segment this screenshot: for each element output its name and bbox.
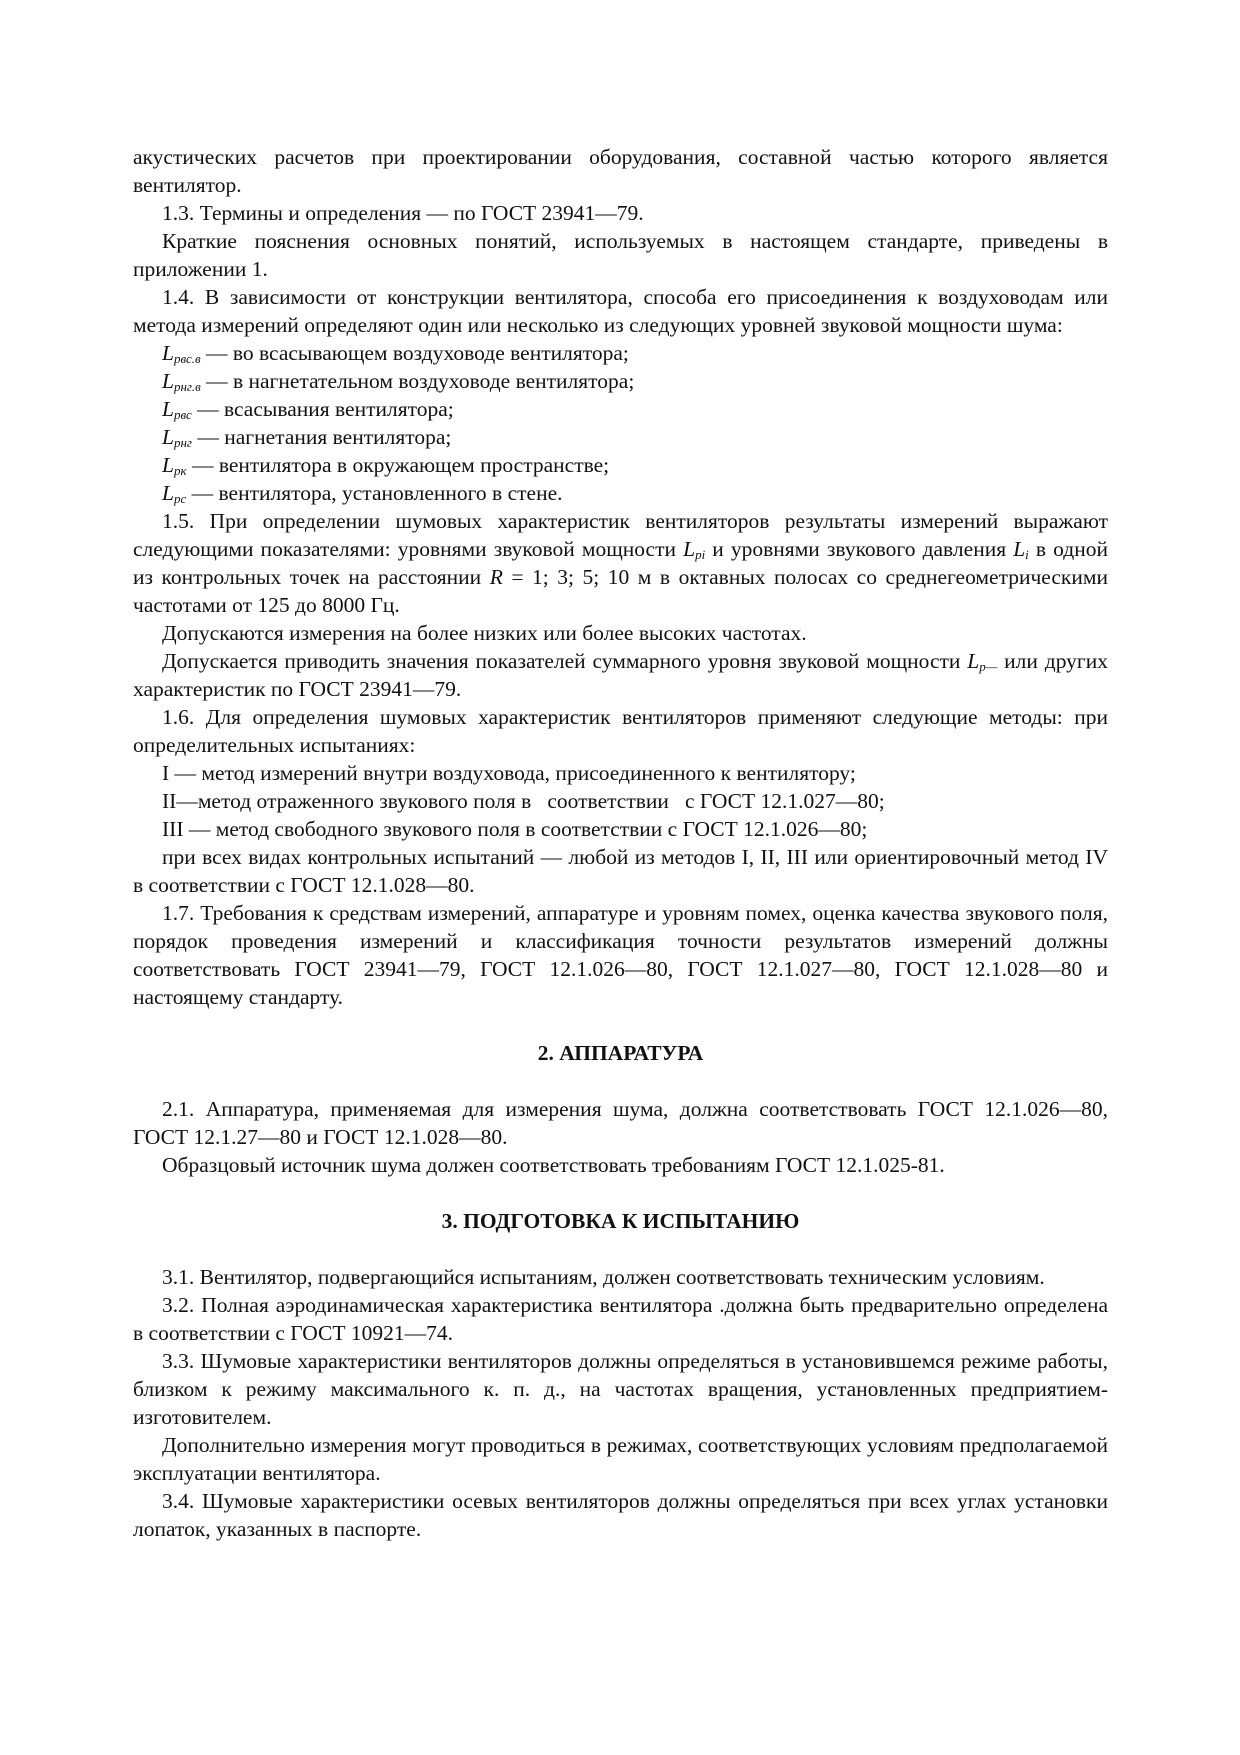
- paragraph-1-5: [133, 507, 1108, 619]
- symbol-lp: L: [967, 649, 980, 673]
- level-item: [133, 339, 1108, 367]
- symbol-li: L: [1013, 537, 1026, 561]
- level-symbol: L: [162, 397, 174, 421]
- level-symbol: L: [162, 481, 174, 505]
- level-subscript: рс: [173, 491, 187, 506]
- level-symbol: L: [162, 425, 174, 449]
- level-item: [133, 395, 1108, 423]
- level-item: [133, 451, 1108, 479]
- text-run: в одной из контрольных точек на расстоянии: [133, 537, 1108, 589]
- paragraph-3-2: 3.2. Полная аэродинамическая характеристика вентилятора .должна быть предварительно определена в соответствии с ГОСТ 10921—74.: [133, 1293, 1108, 1345]
- level-subscript: рнг.в: [173, 379, 201, 394]
- method-item: III — метод свободного звукового поля в соответствии с ГОСТ 12.1.026—80;: [162, 817, 868, 841]
- level-text: — вентилятора, установленного в стене.: [186, 481, 563, 505]
- method-item: при всех видах контрольных испытаний — любой из методов I, II, III или ориентировочный метод IV в соответствии с ГОСТ 12.1.028—80.: [133, 845, 1108, 897]
- section-heading: 2. АППАРАТУРА: [537, 1041, 704, 1065]
- symbol-lpi: L: [683, 537, 696, 561]
- paragraph-continuation: акустических расчетов при проектировании оборудования, составной частью которого является вентилятор.: [133, 145, 1108, 197]
- text-run: или других характеристик по ГОСТ 23941—79.: [133, 649, 1108, 701]
- level-symbol: L: [162, 369, 174, 393]
- document-page: [133, 143, 1108, 1543]
- paragraph-3-3-note: Дополнительно измерения могут проводиться в режимах, соответствующих условиям предполагаемой эксплуатации вентилятора.: [133, 1433, 1108, 1485]
- level-item: [133, 479, 1108, 507]
- paragraph-1-6: 1.6. Для определения шумовых характеристик вентиляторов применяют следующие методы: при определительных испытаниях:: [133, 705, 1108, 757]
- paragraph-1-4: 1.4. В зависимости от конструкции вентилятора, способа его присоединения к воздуховодам или метода измерений определяют один или несколько из следующих уровней звуковой мощности шума:: [133, 285, 1108, 337]
- level-text: — всасывания вентилятора;: [191, 397, 454, 421]
- paragraph-2-1: 2.1. Аппаратура, применяемая для измерения шума, должна соответствовать ГОСТ 12.1.026—80, ГОСТ 12.1.27—80 и ГОСТ 12.1.028—80.: [133, 1097, 1108, 1149]
- subscript-p-sum: p—: [979, 659, 998, 674]
- section-heading: 3. ПОДГОТОВКА К ИСПЫТАНИЮ: [441, 1209, 800, 1233]
- paragraph-1-3-note: Краткие пояснения основных понятий, используемых в настоящем стандарте, приведены в приложении 1.: [133, 229, 1108, 281]
- level-subscript: рвс: [173, 407, 192, 422]
- level-subscript: рк: [173, 463, 187, 478]
- symbol-r: R: [489, 565, 503, 589]
- paragraph-allowed-total: [133, 647, 1108, 703]
- text-run: 1.5. При определении шумовых характеристик вентиляторов результаты измерений выражают следующими показателями: уровнями звуковой мощности: [133, 509, 1108, 561]
- level-symbol: L: [162, 453, 174, 477]
- text-run: = 1; 3; 5; 10 м в октавных полосах со среднегеометрическими частотами от 125 до 8000 Гц.: [133, 565, 1108, 617]
- paragraph-2-1-note: Образцовый источник шума должен соответствовать требованиям ГОСТ 12.1.025-81.: [162, 1153, 945, 1177]
- paragraph-allowed-frequencies: Допускаются измерения на более низких или более высоких частотах.: [162, 621, 807, 645]
- level-item: [133, 367, 1108, 395]
- level-subscript: рнг: [173, 435, 192, 450]
- subscript-i: i: [1025, 547, 1029, 562]
- text-run: Допускается приводить значения показателей суммарного уровня звуковой мощности: [162, 649, 968, 673]
- paragraph-3-4: 3.4. Шумовые характеристики осевых вентиляторов должны определяться при всех углах установки лопаток, указанных в паспорте.: [133, 1489, 1108, 1541]
- level-text: — вентилятора в окружающем пространстве;: [186, 453, 610, 477]
- subscript-pi: pi: [695, 547, 706, 562]
- level-text: — в нагнетательном воздуховоде вентилятора;: [200, 369, 635, 393]
- text-run: и уровнями звукового давления: [705, 537, 1014, 561]
- method-item: II—метод отраженного звукового поля в соответствии с ГОСТ 12.1.027—80;: [162, 789, 885, 813]
- paragraph-1-3: 1.3. Термины и определения — по ГОСТ 23941—79.: [162, 201, 644, 225]
- method-item: I — метод измерений внутри воздуховода, присоединенного к вентилятору;: [162, 761, 856, 785]
- level-text: — нагнетания вентилятора;: [192, 425, 452, 449]
- level-subscript: рвс.в: [173, 351, 201, 366]
- paragraph-1-7: 1.7. Требования к средствам измерений, аппаратуре и уровням помех, оценка качества звукового поля, порядок проведения измерений и классификация точности результатов измерений должны соответствовать ГОСТ 23941—79, ГОСТ 12.1.026—80, ГОСТ 12.1.027—80, ГОСТ 12.1.028—80 и настоящему стандарту.: [133, 901, 1108, 1009]
- paragraph-3-1: 3.1. Вентилятор, подвергающийся испытаниям, должен соответствовать техническим условиям.: [162, 1265, 1045, 1289]
- paragraph-3-3: 3.3. Шумовые характеристики вентиляторов должны определяться в установившемся режиме работы, близком к режиму максимального к. п. д., на частотах вращения, установленных предприятием-изготовителем.: [133, 1349, 1108, 1429]
- level-item: [133, 423, 1108, 451]
- level-text: — во всасывающем воздуховоде вентилятора;: [200, 341, 629, 365]
- level-symbol: L: [162, 341, 174, 365]
